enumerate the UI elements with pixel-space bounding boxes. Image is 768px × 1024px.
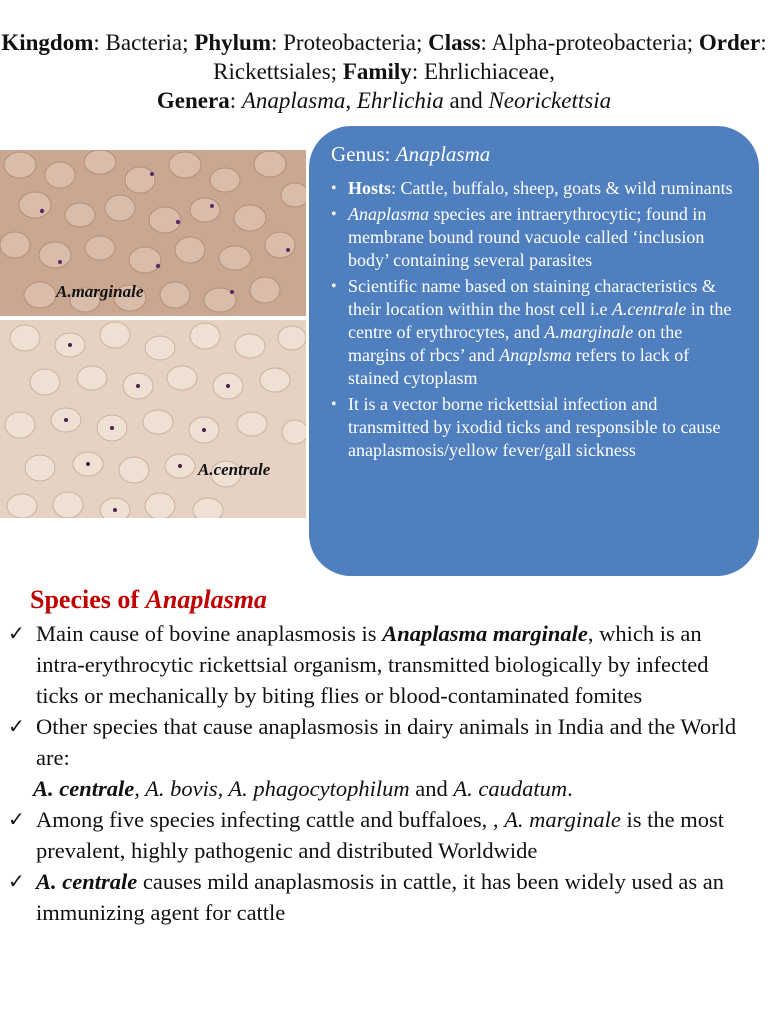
item1-text-2: , which is an intra-erythrocytic rickettsial organism, transmitted biologically by infected ticks or mechanically by biting flies or blood-contaminated fomites — [36, 621, 709, 708]
naming-text-4: refers to lack of stained cytoplasm — [348, 345, 690, 388]
checkmark-icon: ✓ — [8, 807, 25, 831]
item2-end: . — [567, 776, 573, 801]
family-label: Family — [342, 59, 412, 84]
marginale-blood-smear-image — [0, 150, 306, 316]
naming-text-3: on the margins of rbcs’ and — [348, 322, 683, 365]
item1-species: Anaplasma marginale — [382, 621, 588, 646]
species-heading-genus: Anaplasma — [145, 585, 267, 614]
genera-last: Neorickettsia — [488, 88, 612, 113]
species-heading-prefix: Species of — [30, 585, 146, 614]
species-list — [8, 618, 748, 928]
item3-species: A. marginale — [504, 807, 621, 832]
kingdom-value: Bacteria — [105, 30, 183, 55]
anaplasma-term: Anaplasma — [348, 204, 429, 224]
bullet-icon: • — [331, 206, 337, 223]
hosts-text: : Cattle, buffalo, sheep, goats & wild ruminants — [391, 178, 733, 198]
naming-text-2: in the centre of erythrocytes, and — [348, 299, 732, 342]
class-value: Alpha-proteobacteria — [491, 30, 687, 55]
list-item — [8, 711, 748, 804]
item2-others: , A. bovis, A. phagocytophilum — [134, 776, 410, 801]
checkmark-icon: ✓ — [8, 869, 25, 893]
panel-title: Genus: Anaplasma — [331, 142, 491, 166]
item2-and: and — [409, 776, 454, 801]
centrale-smear-drawing — [0, 320, 306, 518]
kingdom-label: Kingdom — [1, 30, 94, 55]
vector-text: It is a vector borne rickettsial infection and transmitted by ixodid ticks and responsible to cause anaplasmosis/yellow fever/gall sickness — [348, 394, 721, 460]
bullet-icon: • — [331, 396, 337, 413]
microscopy-images — [0, 150, 306, 518]
marginale-term: A.marginale — [544, 322, 634, 342]
hosts-label: Hosts — [348, 178, 392, 198]
item4-species: A. centrale — [36, 869, 138, 894]
list-item — [331, 393, 741, 462]
item2-species-line — [33, 773, 748, 804]
marginale-label: A.marginale — [56, 282, 144, 301]
order-label: Order — [698, 30, 761, 55]
item4-text: causes mild anaplasmosis in cattle, it has been widely used as an immunizing agent for cattle — [36, 869, 724, 925]
bullet-icon: • — [331, 180, 337, 197]
species-heading — [30, 585, 267, 615]
list-item — [8, 804, 748, 866]
centrale-blood-smear-image — [0, 320, 306, 518]
naming-text-1: Scientific name based on staining characteristics & their location within the host cell i.e — [348, 276, 716, 319]
list-item — [8, 866, 748, 928]
item2-caudatum: A. caudatum — [453, 776, 568, 801]
centrale-term: A.centrale — [611, 299, 687, 319]
item1-text-1: Main cause of bovine anaplasmosis is — [36, 621, 383, 646]
item3-text-2: is the most prevalent, highly pathogenic and distributed Worldwide — [36, 807, 724, 863]
phylum-value: Proteobacteria — [283, 30, 416, 55]
panel-bullet-list — [331, 177, 741, 462]
bullet-icon: • — [331, 278, 337, 295]
genera-list: Anaplasma, Ehrlichia — [241, 88, 444, 113]
family-value: Ehrlichiaceae, — [423, 59, 555, 84]
genera-label: Genera — [156, 88, 230, 113]
panel-title-prefix: Genus — [331, 142, 385, 166]
checkmark-icon: ✓ — [8, 621, 25, 645]
class-label: Class — [428, 30, 481, 55]
genera-and: and — [449, 88, 483, 113]
list-item — [331, 203, 741, 272]
item3-text-1: Among five species infecting cattle and buffaloes, , — [36, 807, 505, 832]
phylum-label: Phylum — [194, 30, 271, 55]
panel-title-genus: Anaplasma — [395, 142, 491, 166]
genus-info-panel — [309, 126, 759, 576]
item2-text: Other species that cause anaplasmosis in dairy animals in India and the World are: — [36, 714, 737, 770]
intraerythrocytic-text: species are intraerythrocytic; found in membrane bound round vacuole called ‘inclusion body’ containing several parasites — [348, 204, 707, 270]
marginale-smear-drawing — [0, 150, 306, 316]
anaplsma-term: Anaplsma — [499, 345, 572, 365]
list-item — [331, 275, 741, 390]
item2-centrale: A. centrale — [33, 776, 135, 801]
centrale-label: A.centrale — [198, 460, 271, 479]
taxonomy-header: Kingdom: Bacteria; Phylum: Proteobacteria; Class: Alpha-proteobacteria; Order: Rickettsiales; Family: Ehrlichiaceae, Genera: Anaplasma, Ehrlichia and Neorickettsia — [1, 30, 767, 113]
list-item — [8, 618, 748, 711]
checkmark-icon: ✓ — [8, 714, 25, 738]
list-item — [331, 177, 741, 200]
order-value: Rickettsiales — [213, 59, 331, 84]
